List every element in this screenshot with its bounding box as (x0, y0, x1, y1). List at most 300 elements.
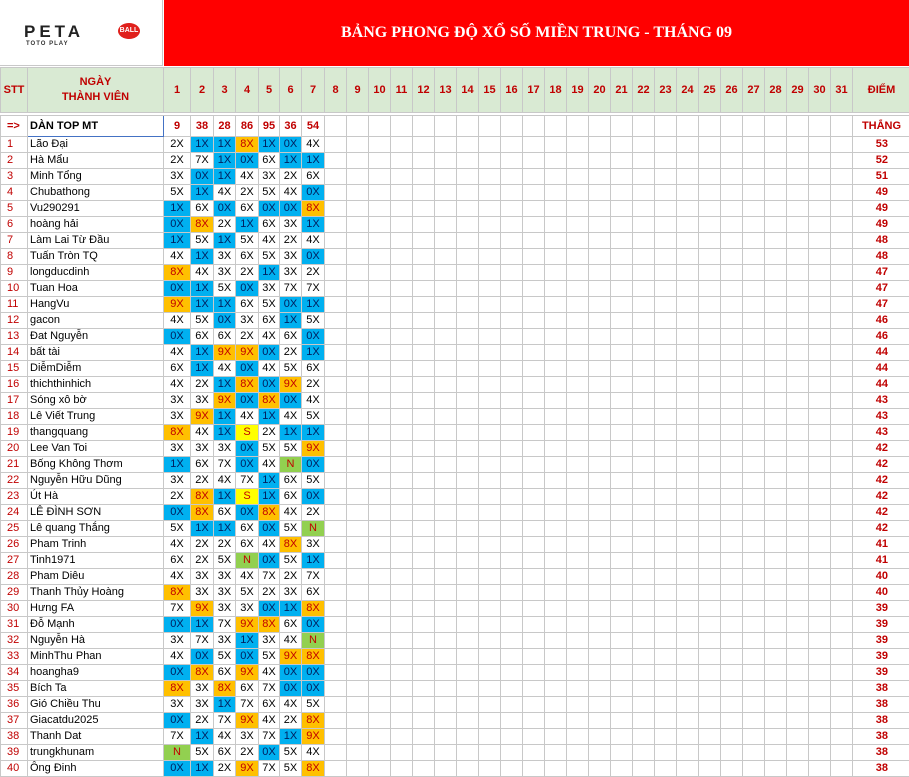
day-result-cell[interactable] (567, 761, 589, 777)
day-result-cell[interactable] (567, 345, 589, 361)
day-result-cell[interactable] (479, 553, 501, 569)
day-result-cell[interactable] (589, 761, 611, 777)
day-result-cell[interactable] (457, 649, 479, 665)
day-result-cell[interactable] (633, 361, 655, 377)
day-result-cell[interactable] (501, 745, 523, 761)
day-result-cell[interactable] (655, 473, 677, 489)
day-result-cell[interactable]: 0X (214, 201, 236, 217)
day-result-cell[interactable] (611, 601, 633, 617)
day-result-cell[interactable] (765, 233, 787, 249)
member-name[interactable]: Minh Tổng (28, 169, 164, 185)
day-result-cell[interactable]: 4X (280, 505, 302, 521)
day-result-cell[interactable] (831, 249, 853, 265)
day-result-cell[interactable]: 6X (236, 521, 259, 537)
day-result-cell[interactable] (743, 665, 765, 681)
day-result-cell[interactable] (457, 201, 479, 217)
day-result-cell[interactable] (457, 137, 479, 153)
day-result-cell[interactable] (457, 569, 479, 585)
day-result-cell[interactable] (369, 297, 391, 313)
day-result-cell[interactable] (809, 713, 831, 729)
day-result-cell[interactable] (589, 281, 611, 297)
day-result-cell[interactable] (567, 665, 589, 681)
day-result-cell[interactable] (457, 729, 479, 745)
day-result-cell[interactable] (369, 441, 391, 457)
day-result-cell[interactable] (589, 361, 611, 377)
day-result-cell[interactable] (325, 505, 347, 521)
day-result-cell[interactable] (787, 233, 809, 249)
day-result-cell[interactable] (567, 169, 589, 185)
day-result-cell[interactable] (347, 473, 369, 489)
day-result-cell[interactable] (413, 201, 435, 217)
day-result-cell[interactable] (501, 505, 523, 521)
dan-top-day-cell[interactable] (831, 116, 853, 137)
day-result-cell[interactable] (545, 361, 567, 377)
day-result-cell[interactable] (369, 681, 391, 697)
day-result-cell[interactable] (413, 617, 435, 633)
day-result-cell[interactable] (413, 393, 435, 409)
day-result-cell[interactable] (721, 265, 743, 281)
day-result-cell[interactable] (721, 681, 743, 697)
day-result-cell[interactable] (699, 633, 721, 649)
day-result-cell[interactable] (589, 393, 611, 409)
day-result-cell[interactable]: 7X (259, 681, 280, 697)
day-result-cell[interactable] (457, 617, 479, 633)
day-result-cell[interactable] (633, 313, 655, 329)
day-result-cell[interactable]: 0X (191, 649, 214, 665)
day-result-cell[interactable]: 4X (280, 633, 302, 649)
day-result-cell[interactable]: 2X (191, 713, 214, 729)
day-result-cell[interactable] (391, 713, 413, 729)
day-result-cell[interactable]: 2X (236, 329, 259, 345)
day-result-cell[interactable] (677, 313, 699, 329)
day-result-cell[interactable]: 8X (302, 713, 325, 729)
day-result-cell[interactable] (611, 761, 633, 777)
day-result-cell[interactable] (479, 345, 501, 361)
day-result-cell[interactable] (611, 361, 633, 377)
day-result-cell[interactable] (391, 169, 413, 185)
day-result-cell[interactable] (677, 633, 699, 649)
day-result-cell[interactable]: 0X (164, 617, 191, 633)
day-result-cell[interactable] (391, 345, 413, 361)
day-result-cell[interactable] (611, 137, 633, 153)
day-result-cell[interactable]: 3X (164, 473, 191, 489)
day-result-cell[interactable] (809, 473, 831, 489)
dan-top-day-cell[interactable] (391, 116, 413, 137)
day-result-cell[interactable]: 4X (259, 329, 280, 345)
day-result-cell[interactable]: 9X (236, 713, 259, 729)
day-result-cell[interactable] (347, 729, 369, 745)
day-result-cell[interactable] (413, 153, 435, 169)
day-result-cell[interactable] (391, 201, 413, 217)
day-result-cell[interactable] (765, 761, 787, 777)
day-result-cell[interactable] (787, 537, 809, 553)
day-result-cell[interactable]: 8X (164, 681, 191, 697)
day-result-cell[interactable] (721, 585, 743, 601)
day-result-cell[interactable]: 8X (164, 265, 191, 281)
day-result-cell[interactable] (457, 633, 479, 649)
day-result-cell[interactable] (633, 697, 655, 713)
day-result-cell[interactable] (611, 729, 633, 745)
day-result-cell[interactable] (743, 201, 765, 217)
day-result-cell[interactable] (743, 761, 765, 777)
day-result-cell[interactable] (831, 713, 853, 729)
day-result-cell[interactable] (413, 441, 435, 457)
day-result-cell[interactable]: 1X (214, 521, 236, 537)
day-result-cell[interactable] (369, 473, 391, 489)
day-result-cell[interactable]: 0X (164, 217, 191, 233)
day-result-cell[interactable] (787, 393, 809, 409)
day-result-cell[interactable] (677, 377, 699, 393)
day-result-cell[interactable]: 0X (302, 457, 325, 473)
day-result-cell[interactable]: 4X (236, 169, 259, 185)
day-result-cell[interactable] (545, 521, 567, 537)
day-result-cell[interactable] (479, 393, 501, 409)
day-result-cell[interactable] (501, 377, 523, 393)
day-result-cell[interactable] (809, 137, 831, 153)
day-result-cell[interactable] (589, 537, 611, 553)
day-result-cell[interactable] (479, 665, 501, 681)
day-result-cell[interactable] (479, 169, 501, 185)
day-result-cell[interactable] (721, 409, 743, 425)
day-result-cell[interactable] (523, 233, 545, 249)
day-result-cell[interactable] (611, 745, 633, 761)
day-result-cell[interactable] (721, 601, 743, 617)
day-result-cell[interactable] (809, 201, 831, 217)
day-result-cell[interactable] (633, 537, 655, 553)
day-result-cell[interactable] (677, 649, 699, 665)
day-result-cell[interactable] (633, 457, 655, 473)
day-result-cell[interactable] (479, 425, 501, 441)
day-result-cell[interactable] (369, 505, 391, 521)
day-result-cell[interactable] (765, 281, 787, 297)
day-result-cell[interactable] (391, 569, 413, 585)
day-result-cell[interactable]: 4X (214, 473, 236, 489)
day-result-cell[interactable]: 6X (191, 329, 214, 345)
day-result-cell[interactable] (611, 249, 633, 265)
day-result-cell[interactable] (479, 521, 501, 537)
day-result-cell[interactable] (589, 569, 611, 585)
day-result-cell[interactable] (435, 553, 457, 569)
day-result-cell[interactable] (809, 169, 831, 185)
day-result-cell[interactable] (677, 441, 699, 457)
day-result-cell[interactable] (809, 537, 831, 553)
day-result-cell[interactable] (809, 153, 831, 169)
day-result-cell[interactable]: 3X (214, 585, 236, 601)
day-result-cell[interactable] (743, 601, 765, 617)
day-result-cell[interactable] (743, 633, 765, 649)
dan-top-day-cell[interactable]: 9 (164, 116, 191, 137)
day-result-cell[interactable] (611, 441, 633, 457)
day-result-cell[interactable] (611, 537, 633, 553)
day-result-cell[interactable] (721, 249, 743, 265)
day-result-cell[interactable] (523, 217, 545, 233)
day-result-cell[interactable] (501, 313, 523, 329)
member-name[interactable]: hoàng hải (28, 217, 164, 233)
day-result-cell[interactable] (699, 537, 721, 553)
day-result-cell[interactable]: 4X (164, 537, 191, 553)
day-result-cell[interactable] (633, 505, 655, 521)
day-result-cell[interactable] (589, 617, 611, 633)
day-result-cell[interactable]: 1X (191, 729, 214, 745)
day-result-cell[interactable] (501, 361, 523, 377)
day-result-cell[interactable]: 4X (302, 745, 325, 761)
day-result-cell[interactable]: 1X (214, 233, 236, 249)
day-result-cell[interactable] (721, 169, 743, 185)
day-result-cell[interactable] (479, 265, 501, 281)
day-result-cell[interactable] (413, 681, 435, 697)
day-result-cell[interactable] (435, 265, 457, 281)
day-result-cell[interactable] (721, 633, 743, 649)
day-result-cell[interactable] (545, 265, 567, 281)
day-result-cell[interactable]: 1X (191, 281, 214, 297)
day-result-cell[interactable]: 1X (214, 169, 236, 185)
day-result-cell[interactable] (611, 681, 633, 697)
dan-top-day-cell[interactable] (369, 116, 391, 137)
day-result-cell[interactable] (457, 169, 479, 185)
day-result-cell[interactable] (347, 489, 369, 505)
day-result-cell[interactable] (479, 153, 501, 169)
day-result-cell[interactable] (347, 329, 369, 345)
day-result-cell[interactable]: 5X (191, 233, 214, 249)
member-name[interactable]: Lê Viết Trung (28, 409, 164, 425)
day-result-cell[interactable] (787, 297, 809, 313)
day-result-cell[interactable]: 1X (191, 249, 214, 265)
day-result-cell[interactable] (677, 489, 699, 505)
day-result-cell[interactable] (567, 297, 589, 313)
day-result-cell[interactable] (413, 553, 435, 569)
day-result-cell[interactable]: 1X (280, 729, 302, 745)
day-result-cell[interactable] (347, 521, 369, 537)
day-result-cell[interactable] (567, 745, 589, 761)
day-result-cell[interactable] (457, 233, 479, 249)
day-result-cell[interactable] (325, 649, 347, 665)
day-result-cell[interactable] (479, 377, 501, 393)
day-result-cell[interactable] (325, 153, 347, 169)
day-result-cell[interactable]: 2X (164, 153, 191, 169)
day-result-cell[interactable]: 8X (191, 665, 214, 681)
day-result-cell[interactable] (721, 217, 743, 233)
day-result-cell[interactable] (831, 217, 853, 233)
day-result-cell[interactable] (391, 153, 413, 169)
day-result-cell[interactable]: 0X (164, 665, 191, 681)
day-result-cell[interactable] (501, 249, 523, 265)
day-result-cell[interactable] (435, 249, 457, 265)
day-result-cell[interactable] (479, 633, 501, 649)
day-result-cell[interactable] (589, 489, 611, 505)
day-result-cell[interactable] (633, 585, 655, 601)
day-result-cell[interactable] (479, 217, 501, 233)
day-result-cell[interactable] (545, 745, 567, 761)
day-result-cell[interactable] (677, 585, 699, 601)
day-result-cell[interactable] (633, 281, 655, 297)
day-result-cell[interactable]: 5X (236, 585, 259, 601)
day-result-cell[interactable] (347, 249, 369, 265)
day-result-cell[interactable]: 2X (214, 217, 236, 233)
day-result-cell[interactable]: 0X (236, 441, 259, 457)
day-result-cell[interactable] (523, 521, 545, 537)
day-result-cell[interactable] (787, 761, 809, 777)
day-result-cell[interactable] (677, 217, 699, 233)
day-result-cell[interactable] (523, 665, 545, 681)
day-result-cell[interactable] (457, 217, 479, 233)
day-result-cell[interactable] (831, 745, 853, 761)
day-result-cell[interactable] (809, 185, 831, 201)
day-result-cell[interactable]: N (302, 521, 325, 537)
day-result-cell[interactable] (457, 665, 479, 681)
day-result-cell[interactable] (567, 313, 589, 329)
day-result-cell[interactable]: 2X (191, 553, 214, 569)
day-result-cell[interactable] (787, 585, 809, 601)
day-result-cell[interactable] (369, 329, 391, 345)
day-result-cell[interactable] (831, 617, 853, 633)
day-result-cell[interactable] (765, 505, 787, 521)
day-result-cell[interactable] (501, 761, 523, 777)
day-result-cell[interactable] (699, 377, 721, 393)
day-result-cell[interactable] (567, 425, 589, 441)
day-result-cell[interactable] (633, 681, 655, 697)
day-result-cell[interactable] (787, 281, 809, 297)
day-result-cell[interactable]: 3X (214, 569, 236, 585)
day-result-cell[interactable] (369, 537, 391, 553)
day-result-cell[interactable]: 4X (259, 233, 280, 249)
day-result-cell[interactable] (435, 153, 457, 169)
day-result-cell[interactable] (523, 377, 545, 393)
day-result-cell[interactable] (567, 153, 589, 169)
day-result-cell[interactable] (655, 489, 677, 505)
day-result-cell[interactable]: 9X (236, 665, 259, 681)
day-result-cell[interactable] (369, 697, 391, 713)
day-result-cell[interactable] (677, 473, 699, 489)
day-result-cell[interactable] (831, 585, 853, 601)
day-result-cell[interactable]: 5X (302, 313, 325, 329)
day-result-cell[interactable] (347, 377, 369, 393)
day-result-cell[interactable]: 3X (280, 217, 302, 233)
day-result-cell[interactable] (567, 585, 589, 601)
day-result-cell[interactable] (589, 473, 611, 489)
day-result-cell[interactable] (677, 617, 699, 633)
day-result-cell[interactable] (699, 473, 721, 489)
day-result-cell[interactable]: 0X (164, 281, 191, 297)
day-result-cell[interactable] (325, 713, 347, 729)
day-result-cell[interactable] (369, 569, 391, 585)
day-result-cell[interactable] (479, 601, 501, 617)
day-result-cell[interactable]: 4X (259, 457, 280, 473)
day-result-cell[interactable] (347, 761, 369, 777)
day-result-cell[interactable] (501, 137, 523, 153)
day-result-cell[interactable]: 0X (259, 553, 280, 569)
day-result-cell[interactable] (567, 265, 589, 281)
day-result-cell[interactable] (765, 681, 787, 697)
day-result-cell[interactable] (743, 281, 765, 297)
day-result-cell[interactable]: 2X (214, 537, 236, 553)
day-result-cell[interactable] (435, 697, 457, 713)
day-result-cell[interactable]: 6X (191, 457, 214, 473)
day-result-cell[interactable] (743, 473, 765, 489)
day-result-cell[interactable] (325, 361, 347, 377)
day-result-cell[interactable] (765, 297, 787, 313)
member-name[interactable]: Tuan Hoa (28, 281, 164, 297)
day-result-cell[interactable]: 3X (191, 441, 214, 457)
day-result-cell[interactable] (523, 281, 545, 297)
day-result-cell[interactable] (567, 697, 589, 713)
day-result-cell[interactable] (831, 265, 853, 281)
day-result-cell[interactable] (831, 313, 853, 329)
day-result-cell[interactable] (611, 377, 633, 393)
day-result-cell[interactable] (567, 361, 589, 377)
day-result-cell[interactable] (743, 617, 765, 633)
day-result-cell[interactable] (435, 537, 457, 553)
day-result-cell[interactable] (413, 425, 435, 441)
day-result-cell[interactable] (611, 489, 633, 505)
day-result-cell[interactable] (611, 393, 633, 409)
day-result-cell[interactable] (831, 505, 853, 521)
day-result-cell[interactable] (677, 233, 699, 249)
day-result-cell[interactable] (413, 505, 435, 521)
day-result-cell[interactable]: 5X (302, 473, 325, 489)
day-result-cell[interactable] (567, 457, 589, 473)
day-result-cell[interactable] (435, 409, 457, 425)
day-result-cell[interactable]: 6X (236, 297, 259, 313)
day-result-cell[interactable] (831, 537, 853, 553)
day-result-cell[interactable] (589, 201, 611, 217)
day-result-cell[interactable] (677, 697, 699, 713)
day-result-cell[interactable] (721, 377, 743, 393)
day-result-cell[interactable] (391, 265, 413, 281)
day-result-cell[interactable] (655, 761, 677, 777)
day-result-cell[interactable] (655, 361, 677, 377)
day-result-cell[interactable] (545, 345, 567, 361)
day-result-cell[interactable]: 2X (280, 169, 302, 185)
day-result-cell[interactable]: 5X (214, 281, 236, 297)
day-result-cell[interactable] (479, 713, 501, 729)
day-result-cell[interactable] (435, 201, 457, 217)
day-result-cell[interactable]: 6X (236, 537, 259, 553)
day-result-cell[interactable] (809, 553, 831, 569)
day-result-cell[interactable] (457, 153, 479, 169)
day-result-cell[interactable]: 4X (259, 665, 280, 681)
day-result-cell[interactable] (589, 585, 611, 601)
day-result-cell[interactable] (721, 665, 743, 681)
day-result-cell[interactable]: N (236, 553, 259, 569)
day-result-cell[interactable] (501, 329, 523, 345)
day-result-cell[interactable] (611, 633, 633, 649)
day-result-cell[interactable] (325, 217, 347, 233)
day-result-cell[interactable] (743, 313, 765, 329)
day-result-cell[interactable] (831, 553, 853, 569)
day-result-cell[interactable] (743, 233, 765, 249)
day-result-cell[interactable] (413, 569, 435, 585)
day-result-cell[interactable] (721, 153, 743, 169)
day-result-cell[interactable] (743, 153, 765, 169)
day-result-cell[interactable] (831, 569, 853, 585)
day-result-cell[interactable]: 6X (164, 553, 191, 569)
day-result-cell[interactable] (633, 185, 655, 201)
day-result-cell[interactable]: 5X (214, 553, 236, 569)
day-result-cell[interactable]: 0X (302, 329, 325, 345)
day-result-cell[interactable] (369, 521, 391, 537)
day-result-cell[interactable] (611, 329, 633, 345)
day-result-cell[interactable] (589, 153, 611, 169)
day-result-cell[interactable] (369, 137, 391, 153)
day-result-cell[interactable] (545, 441, 567, 457)
day-result-cell[interactable] (369, 729, 391, 745)
day-result-cell[interactable] (831, 681, 853, 697)
day-result-cell[interactable] (523, 201, 545, 217)
day-result-cell[interactable] (347, 697, 369, 713)
day-result-cell[interactable] (765, 169, 787, 185)
day-result-cell[interactable]: 7X (280, 281, 302, 297)
day-result-cell[interactable] (523, 297, 545, 313)
